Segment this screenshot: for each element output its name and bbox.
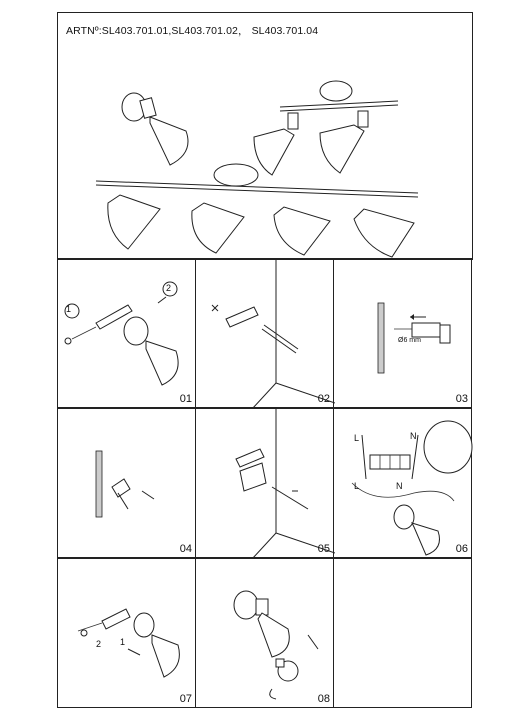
product-variants-illustration bbox=[58, 13, 474, 261]
double-spot-lamp bbox=[254, 81, 398, 175]
attach-lamp-illustration bbox=[58, 559, 197, 709]
step-08-panel bbox=[195, 558, 334, 708]
step-number: 05 bbox=[317, 543, 330, 555]
drill-hole-illustration bbox=[334, 259, 473, 409]
step-07-panel bbox=[57, 558, 196, 708]
step-number: 04 bbox=[179, 543, 192, 555]
step-number: 02 bbox=[317, 393, 330, 405]
screw-bracket-illustration bbox=[196, 409, 335, 559]
step-03-panel bbox=[333, 258, 472, 408]
step-1-circle-1: 1 bbox=[66, 304, 72, 314]
step-02-panel bbox=[195, 258, 334, 408]
step-05-panel bbox=[195, 408, 334, 558]
empty-panel bbox=[333, 558, 472, 708]
step-06-panel bbox=[333, 408, 472, 558]
drill-and-plugs-illustration bbox=[196, 259, 335, 409]
step-number: 06 bbox=[455, 543, 468, 555]
drill-size-label: Ø6 mm bbox=[398, 337, 421, 344]
step-number: 01 bbox=[179, 393, 192, 405]
single-spot-lamp bbox=[122, 93, 188, 165]
step-7-circle-1: 1 bbox=[120, 637, 126, 647]
instruction-sheet bbox=[57, 12, 473, 708]
product-overview-panel bbox=[57, 12, 473, 260]
instruction-steps-grid bbox=[57, 258, 473, 708]
wire-label-l-lower: L bbox=[354, 481, 360, 491]
mount-bracket-illustration bbox=[58, 259, 197, 409]
wire-label-n-lower: N bbox=[396, 481, 403, 491]
step-01-panel bbox=[57, 258, 196, 408]
step-number: 07 bbox=[179, 693, 192, 705]
four-spot-lamp bbox=[96, 164, 418, 257]
step-number: 08 bbox=[317, 693, 330, 705]
wire-label-l: L bbox=[354, 433, 360, 443]
step-04-panel bbox=[57, 408, 196, 558]
article-numbers: ARTNº:SL403.701.01,SL403.701.02， SL403.701.04 bbox=[66, 25, 319, 37]
insert-plug-illustration bbox=[58, 409, 197, 559]
step-7-circle-2: 2 bbox=[96, 639, 102, 649]
step-1-circle-2: 2 bbox=[166, 283, 172, 293]
step-number: 03 bbox=[455, 393, 468, 405]
insert-bulb-illustration bbox=[196, 559, 335, 709]
wire-label-n: N bbox=[410, 431, 417, 441]
